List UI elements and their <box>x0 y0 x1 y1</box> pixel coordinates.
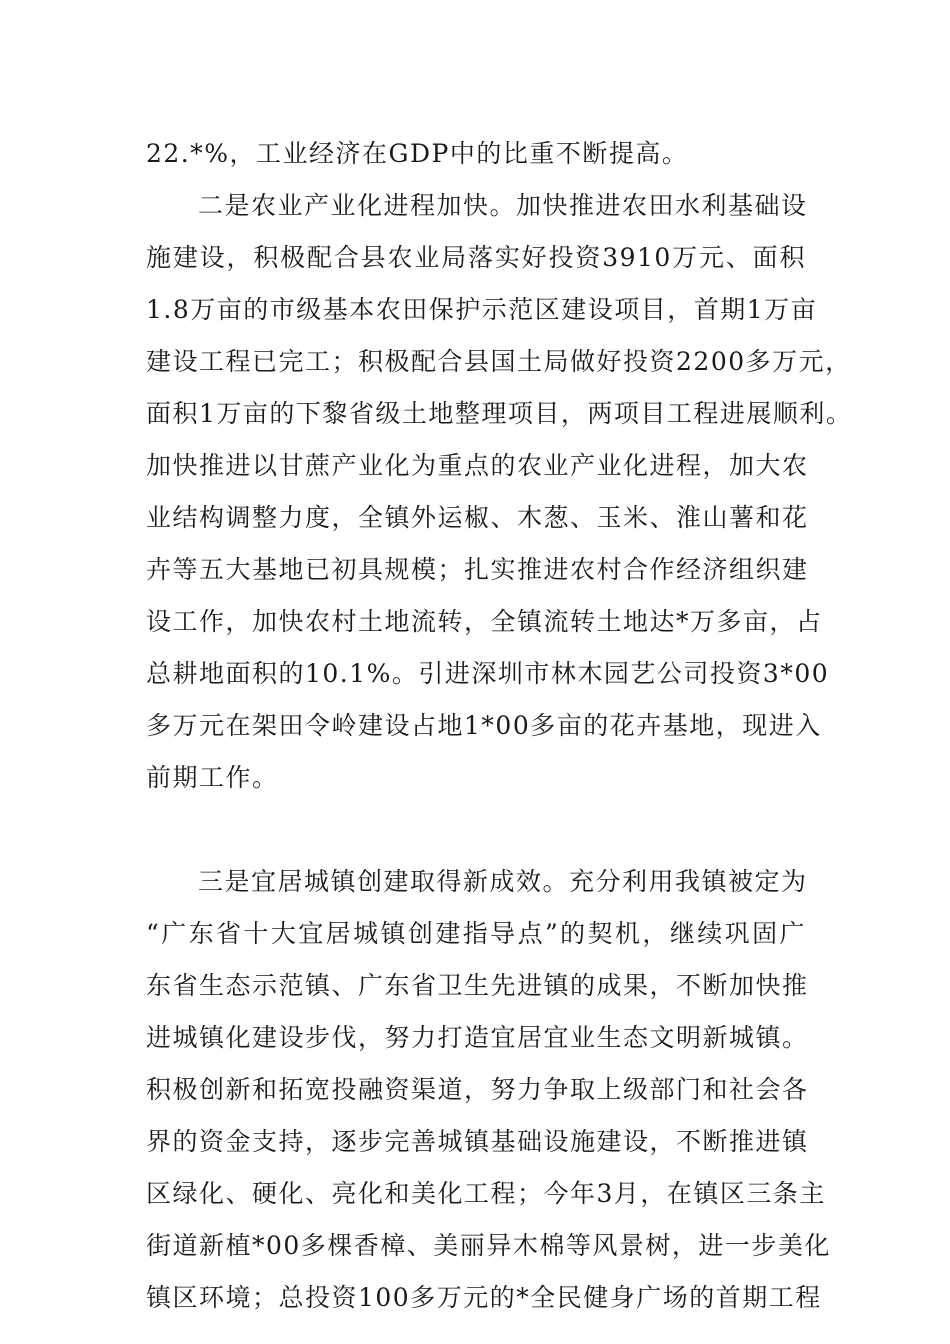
text-line: 加快推进以甘蔗产业化为重点的农业产业化进程，加大农 <box>146 451 809 480</box>
text-line: 1.8万亩的市级基本农田保护示范区建设项目，首期1万亩 <box>146 295 818 324</box>
text-line: “广东省十大宜居城镇创建指导点”的契机，继续巩固广 <box>146 919 806 948</box>
text-line: 建设工程已完工；积极配合县国土局做好投资2200多万元， <box>146 347 852 376</box>
text-line: 镇区环境；总投资100多万元的*全民健身广场的首期工程 <box>146 1283 822 1312</box>
text-line: 进城镇化建设步伐，努力打造宜居宜业生态文明新城镇。 <box>146 1023 809 1052</box>
document-body <box>146 128 853 1324</box>
text-line: 业结构调整力度，全镇外运椒、木葱、玉米、淮山薯和花 <box>146 503 809 532</box>
text-line: 多万元在架田令岭建设占地1*00多亩的花卉基地，现进入 <box>146 711 822 740</box>
text-line: 施建设，积极配合县农业局落实好投资3910万元、面积 <box>146 243 806 272</box>
text-line: 积极创新和拓宽投融资渠道，努力争取上级部门和社会各 <box>146 1075 809 1104</box>
text-line: 设工作，加快农村土地流转，全镇流转土地达*万多亩，占 <box>146 607 823 636</box>
text-line: 东省生态示范镇、广东省卫生先进镇的成果，不断加快推 <box>146 971 809 1000</box>
text-line: 二是农业产业化进程加快。加快推进农田水利基础设 <box>198 191 808 220</box>
text-line: 界的资金支持，逐步完善城镇基础设施建设，不断推进镇 <box>146 1127 809 1156</box>
text-line: 区绿化、硬化、亮化和美化工程；今年3月，在镇区三条主 <box>146 1179 826 1208</box>
text-line: 卉等五大基地已初具规模；扎实推进农村合作经济组织建 <box>146 555 809 584</box>
text-line: 22.*%，工业经济在GDP中的比重不断提高。 <box>146 139 689 168</box>
text-line: 总耕地面积的10.1%。引进深圳市林木园艺公司投资3*00 <box>146 659 830 688</box>
paragraph-spacer <box>146 804 806 856</box>
text-line: 前期工作。 <box>146 763 279 792</box>
text-line: 街道新植*00多棵香樟、美丽异木棉等风景树，进一步美化 <box>146 1231 831 1260</box>
text-line: 面积1万亩的下黎省级土地整理项目，两项目工程进展顺利。 <box>146 399 853 428</box>
text-line: 三是宜居城镇创建取得新成效。充分利用我镇被定为 <box>198 867 808 896</box>
